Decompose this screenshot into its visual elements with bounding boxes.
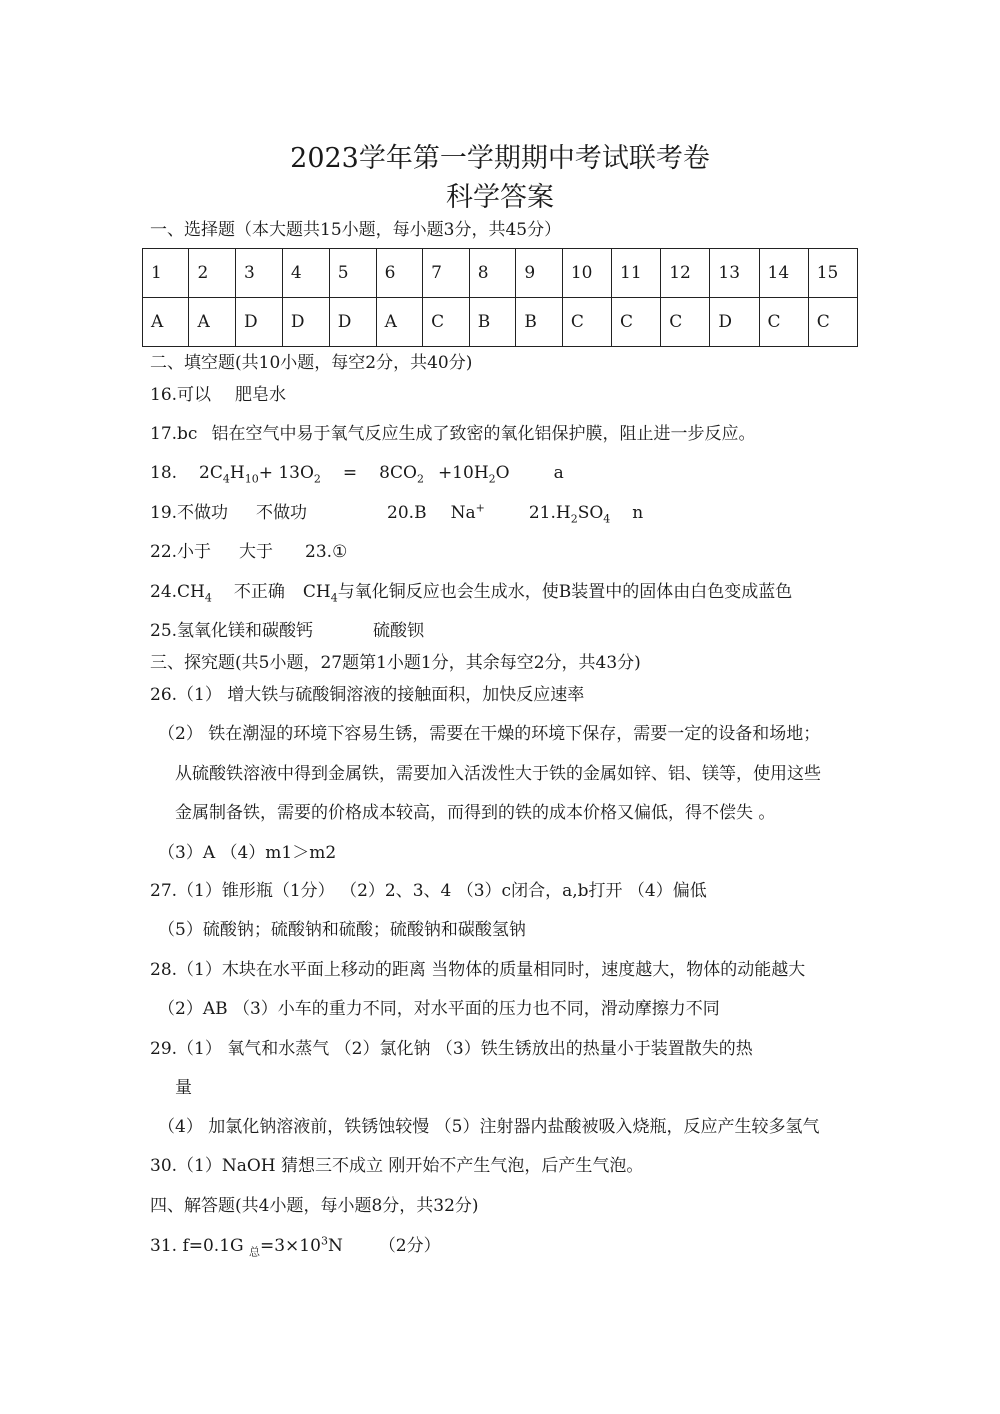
answer-table-answer-row xyxy=(143,298,858,347)
formula-sub: 4 xyxy=(204,591,212,605)
answer-20-num: 20.B xyxy=(387,503,427,523)
equals-sign: = xyxy=(342,463,358,483)
answer-26-3-4: （3）A （4）m1＞m2 xyxy=(158,843,337,863)
answer-27-5: （5）硫酸钠；硫酸钠和硫酸；硫酸钠和碳酸氢钠 xyxy=(158,920,526,940)
answer-18-choice: a xyxy=(553,463,564,483)
answer-table xyxy=(142,248,858,347)
section-3-heading: 三、探究题(共5小题，27题第1小题1分，其余每空2分，共43分) xyxy=(150,653,641,673)
table-cell: 2 xyxy=(189,249,235,298)
answer-21-choice: n xyxy=(632,503,644,523)
table-cell: C xyxy=(423,298,470,347)
table-cell: 13 xyxy=(710,249,759,298)
answer-16 xyxy=(150,387,286,404)
formula-text: 21.H xyxy=(528,503,571,523)
formula-sub: 4 xyxy=(330,591,338,605)
formula-sub: 2 xyxy=(488,472,496,486)
answer-26-2-cont: 从硫酸铁溶液中得到金属铁，需要加入活泼性大于铁的金属如锌、铝、镁等，使用这些 xyxy=(175,764,821,784)
section-4-heading: 四、解答题(共4小题，每小题8分，共32分) xyxy=(150,1196,479,1216)
answer-17 xyxy=(150,426,755,443)
table-cell: 4 xyxy=(282,249,329,298)
table-cell: A xyxy=(189,298,235,347)
formula-text: O xyxy=(495,463,510,483)
formula-sub: 4 xyxy=(222,472,230,486)
answer-19-20-21 xyxy=(150,501,644,526)
table-cell: C xyxy=(562,298,611,347)
table-cell: 5 xyxy=(329,249,376,298)
table-cell: A xyxy=(143,298,189,347)
answer-31 xyxy=(150,1234,441,1259)
formula-text: Na xyxy=(450,503,476,523)
table-cell: B xyxy=(469,298,516,347)
answer-22-23 xyxy=(150,544,347,561)
formula-text: +10H xyxy=(437,463,489,483)
formula-text: 24.CH xyxy=(150,582,205,602)
answer-29-4-5: （4） 加氯化钠溶液前，铁锈蚀较慢 （5）注射器内盐酸被吸入烧瓶，反应产生较多氢气 xyxy=(158,1117,820,1137)
answer-19-a1: 19.不做功 xyxy=(150,503,229,523)
section-1-heading: 一、选择题（本大题共15小题，每小题3分，共45分） xyxy=(150,220,562,240)
table-cell: 12 xyxy=(661,249,710,298)
formula-sub: 2 xyxy=(570,512,578,526)
table-cell: C xyxy=(808,298,857,347)
answer-25-a1: 25.氢氧化镁和碳酸钙 xyxy=(150,621,314,641)
formula-text: H xyxy=(229,463,245,483)
formula-sub: 2 xyxy=(416,472,424,486)
table-cell: D xyxy=(282,298,329,347)
page-subtitle: 科学答案 xyxy=(446,182,554,213)
answer-19-a2: 不做功 xyxy=(256,503,308,523)
table-cell: 10 xyxy=(562,249,611,298)
section-2-heading: 二、填空题(共10小题，每空2分，共40分) xyxy=(150,353,473,373)
table-cell: 8 xyxy=(469,249,516,298)
answer-24 xyxy=(150,582,793,605)
answer-26-2-end: 金属制备铁，需要的价格成本较高，而得到的铁的成本价格又偏低，得不偿失 。 xyxy=(175,803,776,823)
table-cell: 15 xyxy=(808,249,857,298)
answer-17-text: 铝在空气中易于氧气反应生成了致密的氧化铝保护膜，阻止进一步反应。 xyxy=(211,424,756,444)
formula-sub: 4 xyxy=(603,512,611,526)
formula-sup: 3 xyxy=(320,1234,328,1248)
table-cell: D xyxy=(235,298,282,347)
answer-25 xyxy=(150,623,424,640)
table-cell: 1 xyxy=(143,249,189,298)
page-title: 2023学年第一学期期中考试联考卷 xyxy=(290,143,710,174)
answer-24-explanation: 与氧化铜反应也会生成水，使B装置中的固体由白色变成蓝色 xyxy=(337,582,793,602)
formula-sub: 2 xyxy=(313,472,321,486)
formula-text: + 13O xyxy=(258,463,314,483)
formula-text: 8CO xyxy=(379,463,417,483)
answer-table-number-row xyxy=(143,249,858,298)
table-cell: 11 xyxy=(612,249,661,298)
answer-17-num: 17.bc xyxy=(150,424,198,444)
answer-16-a1: 16.可以 xyxy=(150,385,212,405)
answer-23: 23.① xyxy=(305,542,348,562)
answer-18 xyxy=(150,463,564,486)
formula-text: N xyxy=(327,1236,343,1256)
formula-text: 2C xyxy=(199,463,223,483)
answer-28: 28.（1）木块在水平面上移动的距离 当物体的质量相同时，速度越大，物体的动能越大 xyxy=(150,960,806,980)
answer-30: 30.（1）NaOH 猜想三不成立 刚开始不产生气泡，后产生气泡。 xyxy=(150,1156,644,1176)
table-cell: 9 xyxy=(516,249,563,298)
table-cell: D xyxy=(710,298,759,347)
formula-text: SO xyxy=(577,503,604,523)
answer-28-2-3: （2）AB （3）小车的重力不同，对水平面的压力也不同，滑动摩擦力不同 xyxy=(158,999,720,1019)
answer-25-a2: 硫酸钡 xyxy=(373,621,425,641)
formula-text: =3×10 xyxy=(260,1236,321,1256)
answer-27: 27.（1）锥形瓶（1分） （2）2、3、4 （3）c闭合，a,b打开 （4）偏低 xyxy=(150,881,707,901)
table-cell: C xyxy=(612,298,661,347)
answer-29: 29.（1） 氧气和水蒸气 （2）氯化钠 （3）铁生锈放出的热量小于装置散失的热 xyxy=(150,1039,753,1059)
answer-24-a2: 不正确 xyxy=(233,582,285,602)
table-cell: C xyxy=(661,298,710,347)
table-cell: B xyxy=(516,298,563,347)
answer-18-num: 18. xyxy=(150,463,178,483)
answer-26-1: 26.（1） 增大铁与硫酸铜溶液的接触面积，加快反应速率 xyxy=(150,685,585,705)
formula-sup: + xyxy=(475,501,485,515)
formula-text: CH xyxy=(302,582,331,602)
answer-31-score: （2分） xyxy=(378,1236,441,1256)
answer-22-a1: 22.小于 xyxy=(150,542,212,562)
answer-22-a2: 大于 xyxy=(239,542,274,562)
table-cell: 14 xyxy=(759,249,808,298)
formula-text: 31. f=0.1G xyxy=(150,1236,249,1256)
formula-sub: 10 xyxy=(244,472,259,486)
table-cell: D xyxy=(329,298,376,347)
table-cell: 6 xyxy=(376,249,422,298)
answer-29-cont: 量 xyxy=(175,1078,192,1098)
answer-16-a2: 肥皂水 xyxy=(235,385,287,405)
table-cell: A xyxy=(376,298,422,347)
table-cell: 3 xyxy=(235,249,282,298)
formula-sub: 总 xyxy=(249,1245,260,1259)
answer-26-2: （2） 铁在潮湿的环境下容易生锈，需要在干燥的环境下保存，需要一定的设备和场地； xyxy=(158,724,821,744)
table-cell: C xyxy=(759,298,808,347)
table-cell: 7 xyxy=(423,249,470,298)
